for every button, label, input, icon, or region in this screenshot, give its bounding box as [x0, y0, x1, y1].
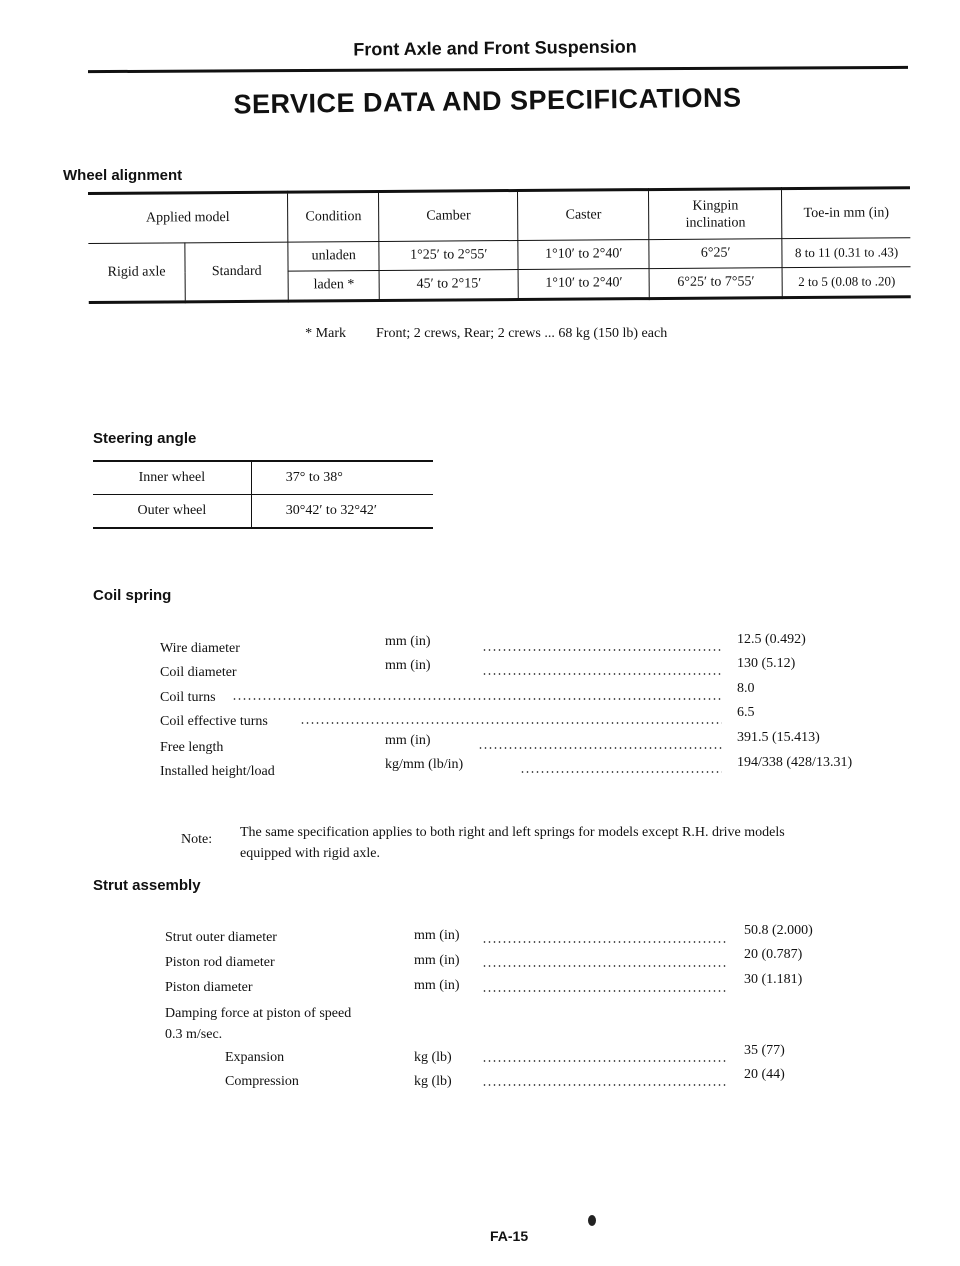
spec-label: Expansion [225, 1050, 285, 1065]
leader-dots [482, 673, 722, 675]
spec-unit: kg (lb) [414, 1050, 452, 1065]
leader-dots [300, 722, 722, 724]
cell-condition: laden * [288, 270, 379, 301]
page-marker-icon [588, 1215, 596, 1226]
leader-dots [232, 698, 722, 700]
damping-label-line1: Damping force at piston of speed [165, 1006, 352, 1021]
section-heading-wheel-alignment: Wheel alignment [63, 167, 183, 184]
note-label: Note: [181, 832, 213, 847]
spec-label: Strut outer diameter [165, 930, 277, 945]
spec-value: 20 (44) [744, 1067, 785, 1082]
leader-dots [482, 649, 722, 651]
cell-toe-in: 8 to 11 (0.31 to .43) [782, 238, 910, 268]
spec-unit: mm (in) [414, 978, 460, 993]
spec-unit: mm (in) [385, 634, 431, 649]
cell-camber: 1°25′ to 2°55′ [379, 240, 518, 270]
spec-value: 30 (1.181) [744, 972, 803, 987]
spec-label: Coil turns [160, 690, 216, 705]
cell-caster: 1°10′ to 2°40′ [518, 240, 649, 270]
leader-dots [482, 1060, 726, 1062]
spec-value: 35 (77) [744, 1043, 785, 1058]
section-heading-strut-assembly: Strut assembly [93, 877, 201, 894]
spec-label: Free length [160, 740, 224, 755]
table-header-row [88, 188, 910, 244]
mark-label: * Mark [305, 326, 346, 341]
cell-kingpin: 6°25′ to 7°55′ [649, 268, 782, 299]
cell-steering-value: 30°42′ to 32°42′ [285, 503, 377, 518]
header-applied-model: Applied model [88, 192, 288, 243]
spec-value: 12.5 (0.492) [737, 632, 806, 647]
cell-kingpin: 6°25′ [649, 239, 782, 269]
spec-value: 6.5 [737, 705, 755, 720]
chapter-header: Front Axle and Front Suspension [353, 36, 637, 60]
leader-dots [482, 990, 726, 992]
damping-label-line2: 0.3 m/sec. [165, 1027, 223, 1042]
cell-steering-label: Outer wheel [93, 495, 251, 529]
cell-toe-in: 2 to 5 (0.08 to .20) [798, 273, 896, 290]
spec-unit: mm (in) [385, 658, 431, 673]
leader-dots [482, 941, 726, 943]
section-heading-coil-spring: Coil spring [93, 587, 172, 604]
leader-dots [478, 747, 722, 749]
spec-label: Piston rod diameter [165, 955, 275, 970]
cell-steering-value: 37° to 38° [251, 461, 433, 495]
spec-label: Coil effective turns [160, 714, 268, 729]
leader-dots [520, 771, 722, 773]
spec-value: 130 (5.12) [737, 656, 796, 671]
spec-value: 8.0 [737, 681, 755, 696]
header-caster: Caster [518, 190, 649, 241]
header-condition: Condition [288, 191, 379, 242]
header-kingpin-line1: Kingpin [692, 198, 739, 214]
header-rule [88, 66, 908, 73]
spec-label: Wire diameter [160, 641, 240, 656]
cell-variant: Standard [185, 242, 289, 302]
cell-caster: 1°10′ to 2°40′ [518, 269, 649, 300]
table-row [93, 461, 433, 495]
mark-footnote [262, 326, 667, 342]
spec-value: 50.8 (2.000) [744, 923, 813, 938]
cell-condition: unladen [288, 241, 379, 271]
header-toe-in: Toe-in mm (in) [782, 188, 911, 239]
section-heading-steering-angle: Steering angle [93, 430, 197, 447]
header-camber: Camber [379, 190, 518, 241]
spec-unit: mm (in) [414, 928, 460, 943]
table-row [93, 495, 433, 529]
spec-unit: mm (in) [385, 733, 431, 748]
spec-unit: mm (in) [414, 953, 460, 968]
header-kingpin-line2: inclination [685, 215, 746, 231]
cell-steering-label: Inner wheel [93, 461, 251, 495]
spec-label: Compression [225, 1074, 299, 1089]
spec-value: 20 (0.787) [744, 947, 803, 962]
spec-label: Piston diameter [165, 980, 253, 995]
damping-force-label [165, 1003, 351, 1045]
spec-unit: kg/mm (lb/in) [385, 757, 464, 772]
header-kingpin [649, 189, 782, 240]
wheel-alignment-table [88, 186, 911, 304]
cell-model: Rigid axle [88, 243, 185, 303]
spec-value: 391.5 (15.413) [737, 730, 820, 745]
page-number: FA-15 [490, 1228, 529, 1244]
note-text: The same specification applies to both right and left springs for models except R.H. drive models equipped with rigid axle. [240, 825, 785, 861]
leader-dots [482, 965, 726, 967]
spec-label: Coil diameter [160, 665, 237, 680]
cell-camber: 45′ to 2°15′ [379, 269, 518, 300]
mark-text: Front; 2 crews, Rear; 2 crews ... 68 kg (150 lb) each [376, 326, 668, 341]
leader-dots [482, 1084, 726, 1086]
steering-angle-table [93, 460, 433, 529]
page-title: SERVICE DATA AND SPECIFICATIONS [233, 82, 742, 120]
spec-unit: kg (lb) [414, 1074, 452, 1089]
spec-label: Installed height/load [160, 764, 275, 779]
spec-value: 194/338 (428/13.31) [737, 755, 853, 770]
